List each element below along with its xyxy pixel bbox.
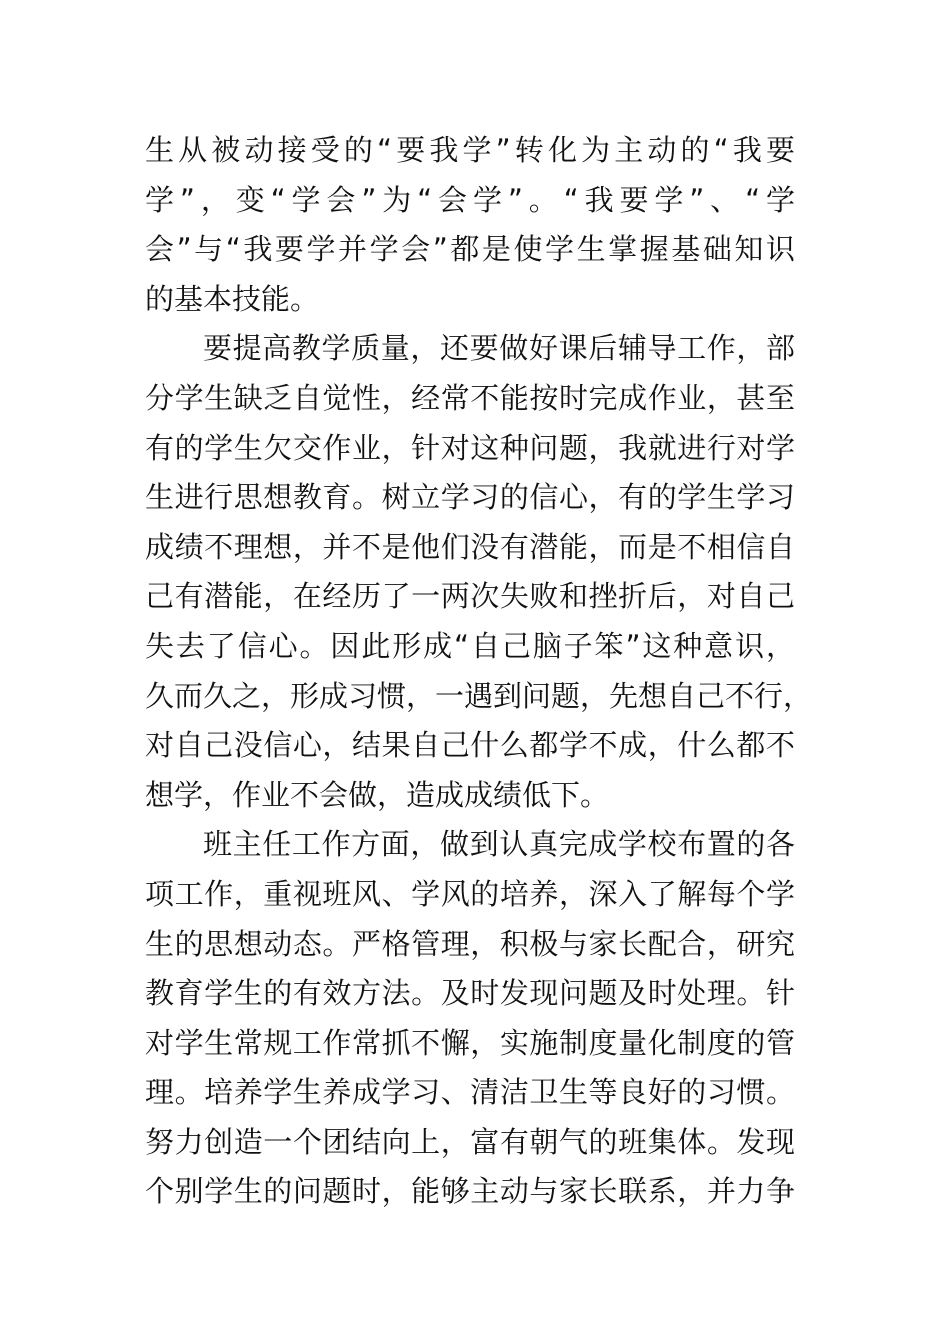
text-line: 想学，作业不会做，造成成绩低下。 [145, 777, 610, 812]
text-line: 失去了信心。因此形成“自己脑子笨”这种意识， [145, 628, 795, 663]
paragraph-first-line: 要提高教学质量，还要做好课后辅导工作，部 [203, 331, 795, 366]
text-line: 理。培养学生养成学习、清洁卫生等良好的习惯。 [145, 1075, 795, 1110]
text-line: 会”与“我要学并学会”都是使学生掌握基础知识 [145, 232, 795, 267]
document-body [145, 126, 813, 1217]
text-line: 成绩不理想，并不是他们没有潜能，而是不相信自 [145, 529, 795, 564]
text-line: 项工作，重视班风、学风的培养，深入了解每个学 [145, 876, 795, 911]
text-line: 的基本技能。 [145, 281, 320, 316]
text-line: 学”，变“学会”为“会学”。“我要学”、“学 [145, 182, 795, 217]
text-line: 对自己没信心，结果自己什么都学不成，什么都不 [145, 728, 795, 763]
text-line: 努力创造一个团结向上，富有朝气的班集体。发现 [145, 1124, 795, 1159]
text-line: 个别学生的问题时，能够主动与家长联系，并力争 [145, 1174, 795, 1209]
text-line: 生从被动接受的“要我学”转化为主动的“我要 [145, 133, 795, 167]
text-line: 生的思想动态。严格管理，积极与家长配合，研究 [145, 926, 795, 961]
text-line: 久而久之，形成习惯，一遇到问题，先想自己不行， [145, 678, 813, 713]
text-line: 对学生常规工作常抓不懈，实施制度量化制度的管 [145, 1025, 795, 1060]
text-line: 己有潜能，在经历了一两次失败和挫折后，对自己 [145, 579, 795, 614]
text-line: 生进行思想教育。树立学习的信心，有的学生学习 [145, 480, 795, 515]
paragraph-first-line: 班主任工作方面，做到认真完成学校布置的各 [203, 827, 795, 862]
text-line: 分学生缺乏自觉性，经常不能按时完成作业，甚至 [145, 380, 795, 415]
text-line: 有的学生欠交作业，针对这种问题，我就进行对学 [145, 430, 795, 465]
text-line: 教育学生的有效方法。及时发现问题及时处理。针 [145, 976, 795, 1011]
